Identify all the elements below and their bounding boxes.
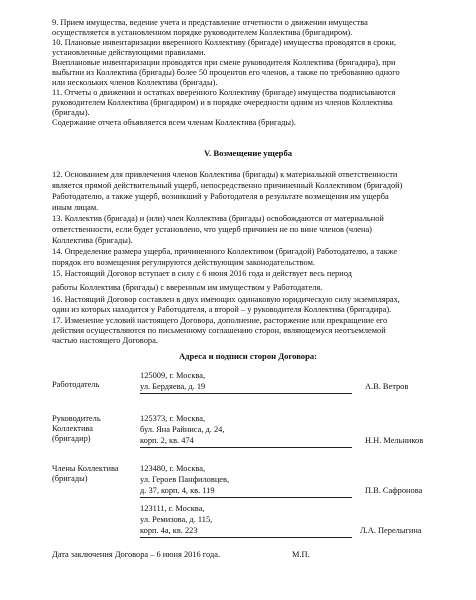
party-2-address-line-3: корп. 2, кв. 474 [140,436,194,445]
seal-label: М.П. [292,550,310,559]
para-17-line-1: 17. Изменение условий настоящего Договора, дополнение, расторжение или прекращение его [52,316,388,325]
party-2-role-line-3: (бригадир) [52,434,91,443]
para-11-line-3: (бригады). [52,108,90,117]
party-2-signatory-name: Н.Н. Мельников [365,436,424,445]
party-2-address-line-1: 125373, г. Москва, [140,414,206,423]
addresses-heading: Адреса и подписи сторон Договора: [178,351,318,361]
para-13-line-3: Коллектива (бригады). [52,236,133,245]
para-13-line-1: 13. Коллектив (бригада) и (или) член Коллектива (бригады) освобождаются от материальной [52,214,384,223]
para-12-line-1: 12. Основанием для привлечения членов Коллектива (бригады) к материальной ответственности [52,170,398,179]
party-3-signatory-name: П.В. Сафронова [365,486,423,495]
para-16-line-2: один из которых находится у Работодателя, а второй – у руководителя Коллектива (бригадира). [52,305,392,314]
para-17-line-3: частью настоящего Договора. [52,336,158,345]
para-11-line-4: Содержание отчета объявляется всем членам Коллектива (бригады). [52,118,296,127]
party-4-signature-line [140,537,352,538]
para-11-line-1: 11. Отчеты о движении и остатках вверенного Коллективу (бригаде) имущества подписываются [52,88,396,97]
para-15-line-2: работы Коллектива (бригады) с вверенным им имуществом у Работодателя. [52,283,323,292]
para-13-line-2: ответственности, если будет установлено, что ущерб причинен не по вине членов (члена) [52,225,372,234]
party-1-address-line-1: 125009, г. Москва, [140,371,206,380]
para-12-line-4: иным лицам. [52,203,99,212]
para-10-line-2: установленные действующими правилами. [52,48,206,57]
para-10-line-4: выбытии из Коллектива (бригады) более 50 процентов его членов, а также по требованию одного [52,68,400,77]
para-14-line-2: порядок его возмещения регулируются действующим законодательством. [52,258,315,267]
party-4-address-line-3: корп. 4а, кв. 223 [140,526,198,535]
party-4-signatory-name: Л.А. Перелыгина [360,526,422,535]
party-1-signature-line [140,393,352,394]
para-9-line-2: осуществляется в установленном порядке руководителем Коллектива (бригадиром). [52,28,353,37]
party-4-address-line-1: 123111, г. Москва, [140,504,205,513]
para-12-line-3: Работодателю, а также ущерб, возникший у Работодателя в результате возмещения им ущерба [52,192,389,201]
party-3-address-line-2: ул. Героев Панфиловцев, [140,475,230,484]
para-10-line-1: 10. Плановые инвентаризации вверенного Коллективу (бригаде) имущества проводятся в сроки, [52,38,396,47]
para-15-line-1: 15. Настоящий Договор вступает в силу с 6 июня 2016 года и действует весь период [52,269,352,278]
party-3-signature-line [140,497,352,498]
party-1-signatory-name: А.В. Ветров [365,382,409,391]
party-2-address-line-2: бул. Яна Райниса, д. 24, [140,425,225,434]
party-3-address-line-3: д. 37, корп. 4, кв. 119 [140,486,215,495]
para-10-line-5: или нескольких членов Коллектива (бригады). [52,78,218,87]
party-2-role-line-2: Коллектива [52,424,93,433]
para-14-line-1: 14. Определение размера ущерба, причиненного Коллективом (бригадой) Работодателю, а также [52,247,398,256]
party-3-role-line-2: (бригады) [52,474,88,483]
para-12-line-2: является прямой действительный ущерб, непосредственно причиненный Коллективом (бригадой) [52,181,403,190]
para-16-line-1: 16. Настоящий Договор составлен в двух имеющих одинаковую юридическую силу экземплярах, [52,295,400,304]
para-17-line-2: действия осуществляются по письменному соглашению сторон, являющемуся неотъемлемой [52,326,386,335]
party-1-role-line-1: Работодатель [52,380,100,389]
conclusion-date: Дата заключения Договора – 6 июня 2016 года. [52,550,221,559]
party-2-role-line-1: Руководитель [52,414,101,423]
para-9-line-1: 9. Прием имущества, ведение учета и представление отчетности о движении имущества [52,18,368,27]
party-3-role-line-1: Члены Коллектива [52,464,119,473]
party-1-address-line-2: ул. Бердяева, д. 19 [140,382,206,391]
section-5-heading: V. Возмещение ущерба [203,148,293,158]
para-10-line-3: Внеплановые инвентаризации проводятся при смене руководителя Коллектива (бригадира), при [52,58,396,67]
party-3-address-line-1: 123480, г. Москва, [140,464,206,473]
party-2-signature-line [140,447,352,448]
party-4-address-line-2: ул. Ремизова, д. 115, [140,515,213,524]
para-11-line-2: руководителем Коллектива (бригадиром) и в порядке очередности одним из членов Коллектива [52,98,393,107]
